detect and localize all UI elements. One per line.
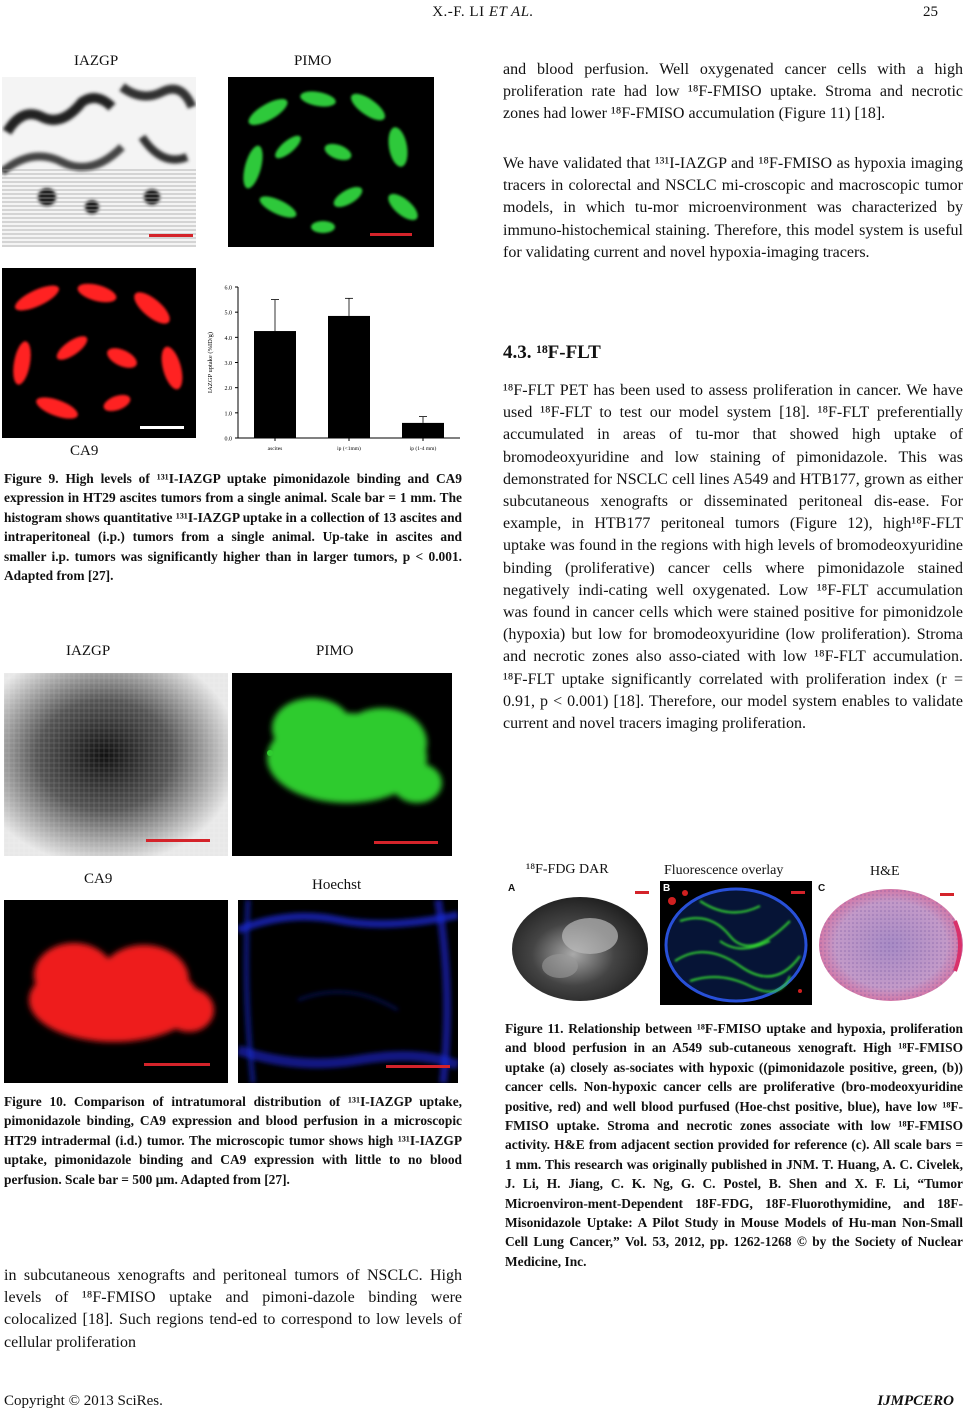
fig10-label-hoechst: Hoechst	[312, 877, 362, 893]
scale-bar	[144, 1063, 210, 1066]
bar	[402, 423, 444, 438]
y-tick-label: 1.0	[224, 411, 232, 418]
fig9-label-ca9: CA9	[70, 443, 99, 459]
bar	[254, 331, 296, 438]
scale-bar	[149, 234, 193, 237]
section-heading: 4.3. ¹⁸F-FLT	[503, 342, 601, 363]
y-tick-label: 3.0	[224, 361, 232, 367]
footer-copyright: Copyright © 2013 SciRes.	[4, 1393, 163, 1409]
panel-letter-a: A	[508, 883, 516, 894]
fig10-ca9-image	[4, 900, 228, 1083]
header-author: X.-F. LI	[432, 4, 485, 20]
fig9-bar-chart	[198, 255, 466, 460]
bar	[328, 316, 370, 438]
scale-bar	[635, 891, 649, 894]
fig10-hoechst-image	[238, 900, 458, 1083]
y-tick-label: 0.0	[224, 436, 232, 443]
fig11-he-image	[815, 881, 966, 1005]
fig10-pimo-image	[232, 673, 452, 856]
scale-bar	[146, 839, 210, 842]
fig9-ca9-image	[2, 268, 196, 438]
left-body-text: in subcutaneous xenografts and peritoneal tumors of NSCLC. High levels of ¹⁸F-FMISO uptake and pimoni-dazole binding were colocalized [18]. Such regions tend-ed to correspond to low levels of cellular proliferation	[4, 1267, 462, 1351]
fig11-label-fdg: ¹⁸F-FDG DAR	[526, 862, 609, 877]
x-tick-label: ip (<1mm)	[337, 446, 361, 452]
scale-bar	[940, 893, 954, 896]
running-header	[0, 4, 966, 21]
scale-bar	[791, 891, 805, 894]
fig9-label-pimo: PIMO	[294, 53, 332, 69]
y-tick-label: 6.0	[224, 285, 232, 292]
scale-bar	[140, 426, 184, 429]
fig11-overlay-image	[660, 881, 812, 1005]
panel-letter-b: B	[663, 883, 671, 894]
fig10-label-iazgp: IAZGP	[66, 643, 111, 659]
y-tick-label: 5.0	[224, 310, 232, 317]
header-etal: ET AL.	[488, 4, 534, 20]
fig11-fdg-image	[505, 881, 656, 1005]
y-axis-label: IAZGP uptake (%ID/g)	[207, 331, 214, 394]
y-tick-label: 4.0	[224, 335, 232, 342]
footer-journal: IJMPCERO	[877, 1393, 954, 1409]
fig9-caption: Figure 9. High levels of ¹³¹I-IAZGP uptake pimonidazole binding and CA9 expression in HT29 ascites tumors from a single animal. Scale bar = 1 mm. The histogram shows quantitative ¹³¹I-IAZGP uptake in a collection of 13 ascites and intraperitoneal (i.p.) tumors from a single animal. Up-take in ascites and smaller i.p. tumors was significantly higher than in larger tumors, p < 0.001. Adapted from [27].	[4, 471, 462, 584]
fig10-iazgp-image	[4, 673, 228, 856]
fig10-label-pimo: PIMO	[316, 643, 354, 659]
fig11-label-he: H&E	[870, 864, 900, 879]
right-body-text-3: ¹⁸F-FLT PET has been used to assess proliferation in cancer. We have used ¹⁸F-FLT to test our model system [18]. ¹⁸F-FLT preferentially accumulated in areas of tu-mor that showed high uptake of bromodeoxyuridine and low staining of pimonidazole. This was demonstrated for NSCLC cell lines A549 and HTB177, grown as either subcutaneous xenografts or disseminated peritoneal dis-ease. For example, in HTB177 peritoneal tumors (Figure 12), high¹⁸F-FLT uptake was found in the regions with high levels of bromodeoxyuridine binding (proliferative) cancer cells where pimonidazole stained negatively indi-cating well oxygenated. Low ¹⁸F-FLT accumulation was found in cancer cells which were stained positive for pimonidzole (hypoxia) but low for bromodeoxyuridine (low proliferation). Stroma and necrotic zones also asso-ciated with low ¹⁸F-FLT accumulation. ¹⁸F-FLT uptake significantly correlated with proliferation index (r = 0.91, p < 0.001) [18]. Therefore, our model system enables to validate current and novel tracers imaging proliferation.	[503, 382, 963, 733]
fig11-caption: Figure 11. Relationship between ¹⁸F-FMISO uptake and hypoxia, proliferation and blood perfusion in an A549 sub-cutaneous xenograft. High ¹⁸F-FMISO uptake (a) closely as-sociates with hypoxic ((pimonidazole positive, green, (b)) cancer cells. Non-hypoxic cancer cells are proliferative (bro-modeoxyuridine positive, red) and well blood purfused (Hoe-chst positive, blue), have low ¹⁸F-FMISO uptake. Stroma and necrotic zones associate with low ¹⁸F-FMISO activity. H&E from adjacent section provided for reference (c). All scale bars = 1 mm. This research was originally published in JNM. T. Huang, A. C. Civelek, J. Li, H. Jiang, C. K. Ng, G. C. Postel, B. Shen and X. F. Li, “Tumor Microenviron-ment-Dependent 18F-FDG, 18F-Fluorothymidine, and 18F-Misonidazole Uptake: A Pilot Study in Mouse Models of Hu-man Non-Small Cell Lung Cancer,” Vol. 53, 2012, pp. 1262-1268 © by the Society of Nuclear Medicine, Inc.	[505, 1021, 963, 1269]
scale-bar	[370, 233, 412, 236]
x-tick-label: ascites	[267, 446, 283, 452]
y-tick-label: 2.0	[224, 386, 232, 393]
panel-letter-c: C	[818, 883, 826, 894]
scale-bar	[386, 1065, 450, 1068]
fig9-label-iazgp: IAZGP	[74, 53, 119, 69]
x-tick-label: ip (1-4 mm)	[409, 446, 437, 452]
fig9-pimo-image	[228, 77, 434, 247]
fig10-label-ca9: CA9	[84, 871, 113, 887]
page-number: 25	[923, 4, 938, 20]
fig9-iazgp-image	[2, 77, 196, 247]
fig10-caption: Figure 10. Comparison of intratumoral distribution of ¹³¹I-IAZGP uptake, pimonidazole binding, CA9 expression and blood perfusion in a microscopic HT29 intradermal (i.d.) tumor. The microscopic tumor shows high ¹³¹I-IAZGP uptake, pimonidazole binding and CA9 expression with little to no blood perfusion. Scale bar = 500 μm. Adapted from [27].	[4, 1094, 462, 1187]
bar-chart-svg	[198, 255, 466, 460]
right-body-text-2: We have validated that ¹³¹I-IAZGP and ¹⁸F-FMISO as hypoxia imaging tracers in colorectal and NSCLC mi-croscopic and macroscopic tumor models, in which tu-mor microenvironment was characterized by immuno-histochemical staining. Therefore, this model system is useful for validating current and novel hypoxia-imaging tracers.	[503, 155, 963, 261]
scale-bar	[374, 841, 438, 844]
fig11-label-overlay: Fluorescence overlay	[664, 863, 784, 878]
right-body-text-1: and blood perfusion. Well oxygenated cancer cells with a high proliferation rate had low ¹⁸F-FMISO uptake. Stroma and necrotic zones had lower ¹⁸F-FMISO accumulation (Figure 11) [18].	[503, 61, 963, 123]
